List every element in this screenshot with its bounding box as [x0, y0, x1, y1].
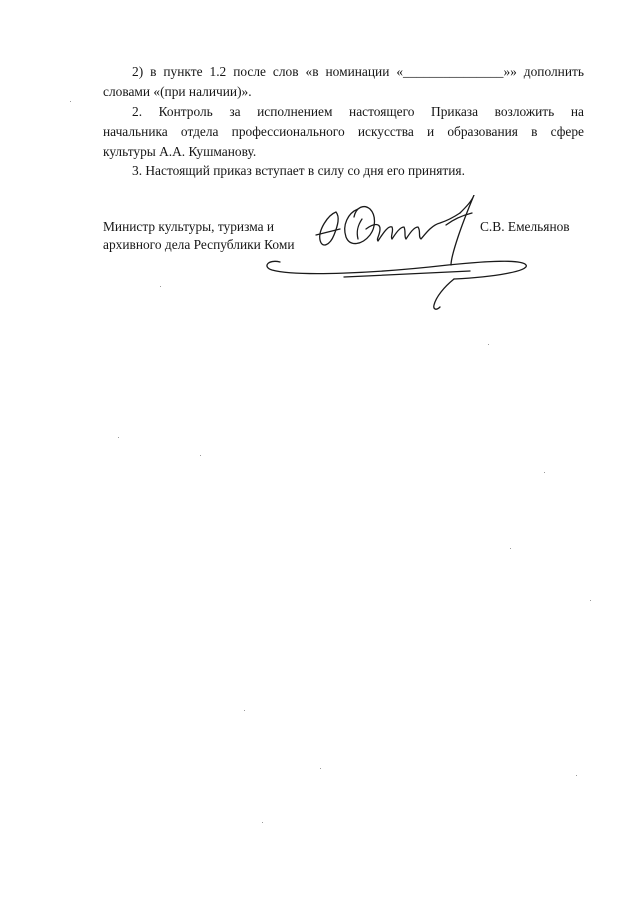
para2-word: за — [229, 104, 241, 119]
para2-word: настоящего — [349, 104, 415, 119]
scan-speck — [118, 437, 119, 438]
scan-speck — [320, 768, 321, 769]
para1-word: пункте — [163, 64, 203, 79]
para2-line3: культуры А.А. Кушманову. — [103, 144, 257, 159]
para1-word: дополнить — [523, 64, 584, 79]
para3-line1: 3. Настоящий приказ вступает в силу со дня его принятия. — [132, 163, 465, 178]
scan-speck — [590, 600, 591, 601]
para2-word: искусства — [357, 124, 414, 139]
para2-word: и — [426, 124, 435, 139]
signatory-position-line2: архивного дела Республики Коми — [103, 237, 295, 252]
para2-word: исполнением — [257, 104, 333, 119]
signatory-position-line1: Министр культуры, туризма и — [103, 219, 275, 234]
para2-line1 — [132, 104, 584, 120]
para2-word: отдела — [180, 124, 219, 139]
para2-word: на — [570, 104, 584, 119]
scan-speck — [576, 775, 577, 776]
scan-speck — [262, 822, 263, 823]
para1-line1 — [132, 64, 584, 80]
para1-word: «_______________»» — [396, 64, 517, 79]
para2-word: образования — [447, 124, 518, 139]
scan-speck — [70, 101, 71, 102]
para2-word: возложить — [494, 104, 555, 119]
para2-word: Контроль — [158, 104, 213, 119]
para1-word: после — [233, 64, 266, 79]
para2-line2 — [103, 124, 584, 140]
para2-word: начальника — [103, 124, 168, 139]
para1-word: 2) — [132, 64, 144, 79]
para1-line2: словами «(при наличии)». — [103, 84, 252, 99]
para2-word: 2. — [132, 104, 143, 119]
scan-speck — [488, 344, 489, 345]
scan-speck — [200, 455, 201, 456]
para1-word: в — [150, 64, 157, 79]
scan-speck — [160, 286, 161, 287]
scan-speck — [510, 548, 511, 549]
para2-word: Приказа — [431, 104, 479, 119]
para2-word: в — [531, 124, 538, 139]
para2-word: сфере — [550, 124, 584, 139]
para1-word: слов — [272, 64, 299, 79]
para1-word: номинации — [325, 64, 390, 79]
handwritten-signature — [258, 195, 558, 315]
scan-speck — [544, 472, 545, 473]
scan-speck — [244, 710, 245, 711]
para1-word: «в — [305, 64, 319, 79]
para2-word: профессионального — [231, 124, 345, 139]
para1-word: 1.2 — [209, 64, 227, 79]
signatory-name: С.В. Емельянов — [480, 219, 570, 234]
